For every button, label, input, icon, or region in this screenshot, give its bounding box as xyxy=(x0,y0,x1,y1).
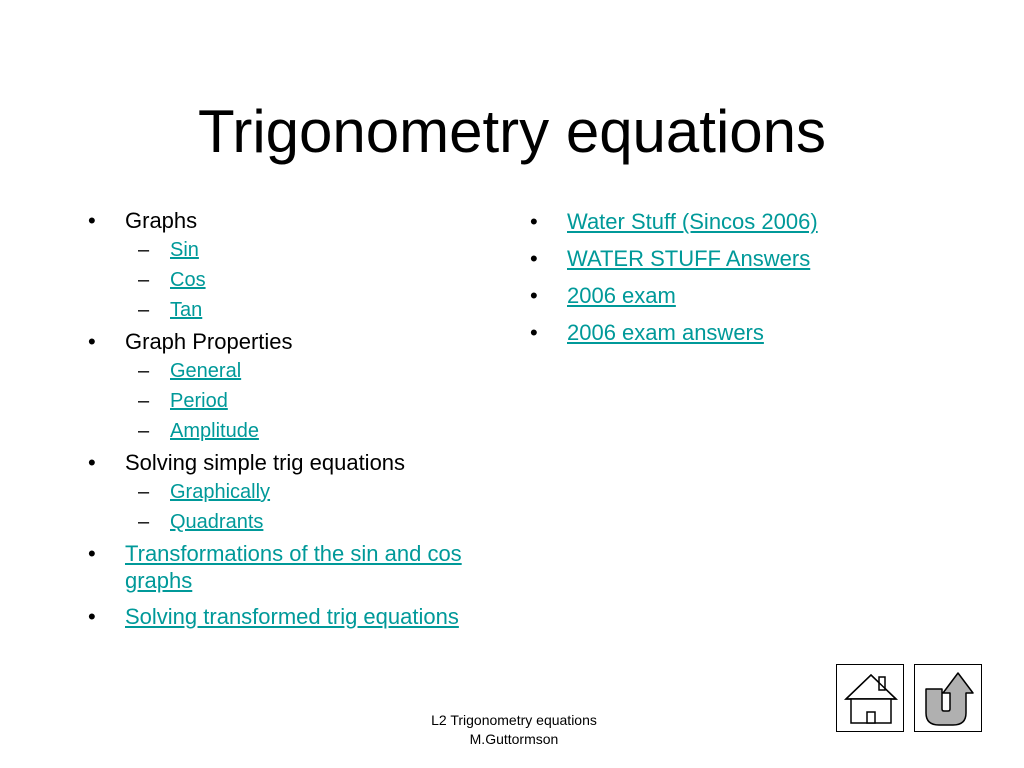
link-2006-exam-answers[interactable]: 2006 exam answers xyxy=(567,320,764,345)
link-amplitude[interactable]: Amplitude xyxy=(170,420,259,442)
link-cos[interactable]: Cos xyxy=(170,269,206,291)
bullet-item-solving-transformed-trig-equations xyxy=(88,603,528,630)
right-bullet-list xyxy=(530,208,990,346)
footer xyxy=(400,711,628,749)
link-sin[interactable]: Sin xyxy=(170,239,199,261)
link-quadrants[interactable]: Quadrants xyxy=(170,511,264,533)
sub-item-amplitude xyxy=(88,419,528,443)
bullet-marker: • xyxy=(530,320,538,345)
label-graph-properties: Graph Properties xyxy=(125,329,293,354)
dash-marker: – xyxy=(138,481,150,503)
bullet-marker: • xyxy=(88,604,96,629)
link-general[interactable]: General xyxy=(170,360,242,382)
left-bullet-list xyxy=(88,207,528,630)
bullet-marker: • xyxy=(530,283,538,308)
home-icon xyxy=(837,665,905,733)
bullet-item-solving-simple-trig-equations xyxy=(88,449,528,476)
bullet-item-water-stuff-sincos-2006 xyxy=(530,208,990,235)
bullet-item-water-stuff-answers xyxy=(530,245,990,272)
bullet-marker: • xyxy=(88,450,96,475)
dash-marker: – xyxy=(138,360,150,382)
bullet-item-graphs xyxy=(88,207,528,234)
sub-item-cos xyxy=(88,268,528,292)
bullet-marker: • xyxy=(88,541,96,566)
link-period[interactable]: Period xyxy=(170,390,228,412)
bullet-item-2006-exam xyxy=(530,282,990,309)
bullet-marker: • xyxy=(88,208,96,233)
home-button[interactable] xyxy=(836,664,904,732)
label-graphs: Graphs xyxy=(125,208,198,233)
sub-item-quadrants xyxy=(88,510,528,534)
link-transformations-of-the-sin-and-cos-graphs[interactable]: Transformations of the sin and cos graphs xyxy=(125,541,462,593)
sub-item-general xyxy=(88,359,528,383)
dash-marker: – xyxy=(138,269,150,291)
bullet-item-transformations-of-the-sin-and-cos-graphs xyxy=(88,540,528,594)
return-arrow-icon xyxy=(915,665,983,733)
slide-title: Trigonometry equations xyxy=(197,98,827,165)
dash-marker: – xyxy=(138,390,150,412)
sub-item-sin xyxy=(88,238,528,262)
bullet-item-2006-exam-answers xyxy=(530,319,990,346)
sub-item-tan xyxy=(88,298,528,322)
dash-marker: – xyxy=(138,420,150,442)
link-water-stuff-answers[interactable]: WATER STUFF Answers xyxy=(567,246,811,271)
link-solving-transformed-trig-equations[interactable]: Solving transformed trig equations xyxy=(125,604,459,629)
link-2006-exam[interactable]: 2006 exam xyxy=(567,283,676,308)
bullet-item-graph-properties xyxy=(88,328,528,355)
footer-line-author: M.Guttormson xyxy=(469,731,559,747)
bullet-marker: • xyxy=(530,209,538,234)
sub-item-period xyxy=(88,389,528,413)
label-solving-simple-trig-equations: Solving simple trig equations xyxy=(125,450,406,475)
dash-marker: – xyxy=(138,299,150,321)
footer-line-title: L2 Trigonometry equations xyxy=(431,712,597,728)
bullet-marker: • xyxy=(88,329,96,354)
bullet-marker: • xyxy=(530,246,538,271)
dash-marker: – xyxy=(138,239,150,261)
sub-item-graphically xyxy=(88,480,528,504)
link-water-stuff-sincos-2006[interactable]: Water Stuff (Sincos 2006) xyxy=(567,209,818,234)
return-button[interactable] xyxy=(914,664,982,732)
dash-marker: – xyxy=(138,511,150,533)
link-graphically[interactable]: Graphically xyxy=(170,481,271,503)
link-tan[interactable]: Tan xyxy=(170,299,203,321)
